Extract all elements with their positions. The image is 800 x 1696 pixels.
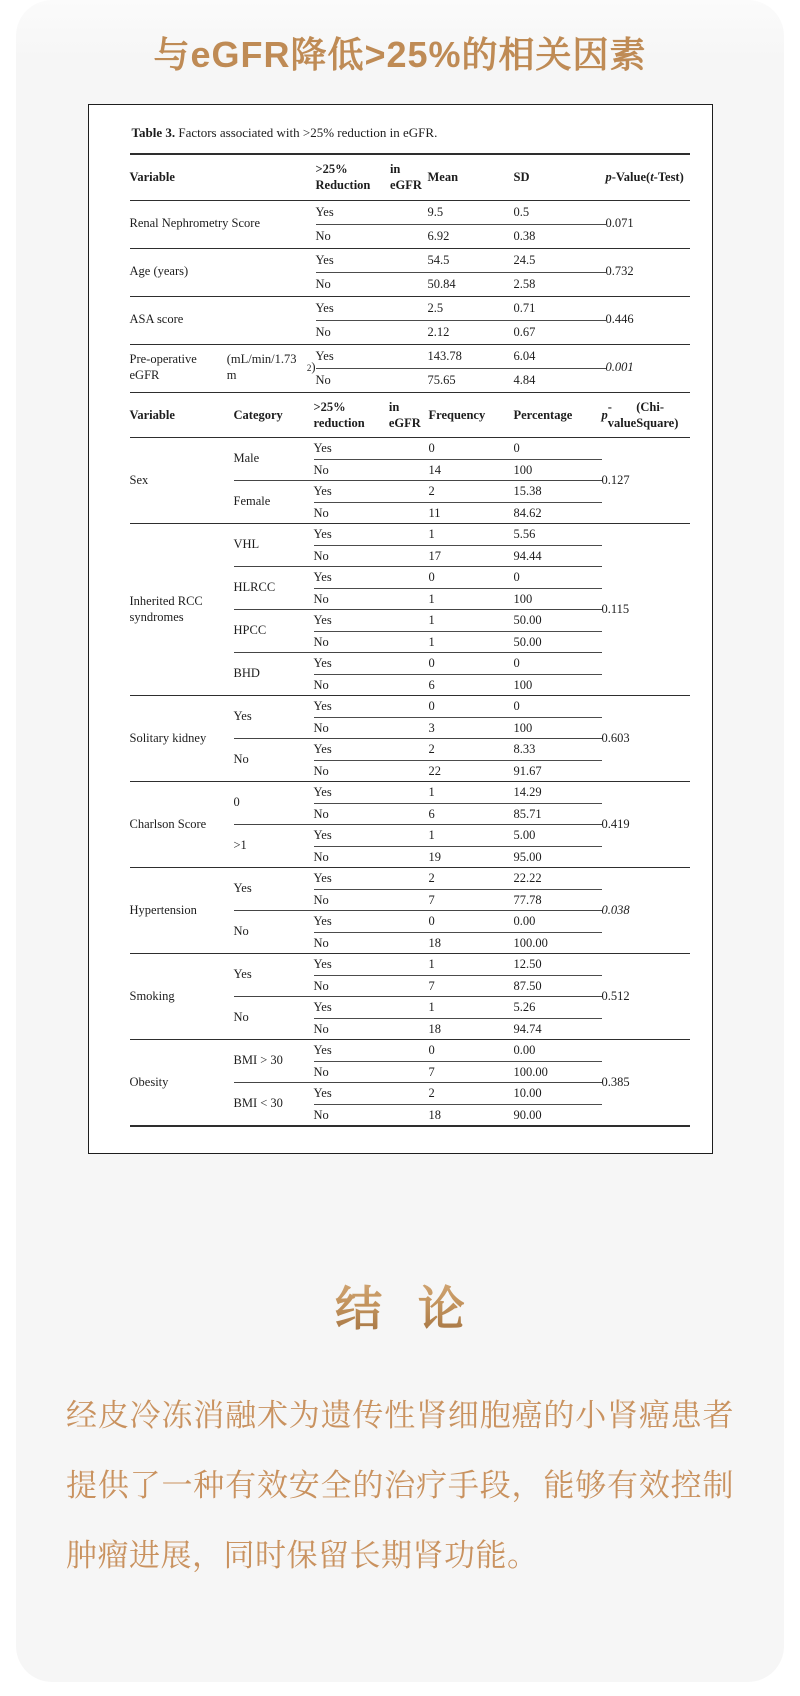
percentage-cell: 84.62 — [514, 503, 602, 525]
percentage-cell: 85.71 — [514, 804, 602, 826]
p-value-cell: 0.001 — [605, 360, 634, 375]
frequency-cell: 0 — [429, 1040, 514, 1062]
frequency-cell: 0 — [429, 696, 514, 718]
percentage-cell: 0.00 — [514, 911, 602, 933]
reduction-cell: No — [314, 890, 429, 912]
column-header: Variable — [130, 155, 316, 201]
reduction-cell: Yes — [314, 739, 429, 761]
frequency-cell: 1 — [429, 632, 514, 654]
frequency-cell: 7 — [429, 1062, 514, 1084]
frequency-cell: 22 — [429, 761, 514, 783]
table-caption-label: Table 3. — [131, 125, 176, 140]
reduction-cell: Yes — [314, 481, 429, 503]
reduction-cell: No — [314, 460, 429, 482]
column-header: Variable — [130, 392, 234, 439]
category-cell: BHD — [234, 653, 314, 696]
reduction-cell: No — [314, 1019, 429, 1041]
percentage-cell: 100 — [514, 460, 602, 482]
mean-cell: 50.84 — [428, 273, 514, 297]
reduction-cell: Yes — [314, 997, 429, 1019]
sd-cell: 4.84 — [513, 372, 536, 387]
variable-cell: Obesity — [129, 1074, 169, 1089]
variable-cell: Smoking — [130, 954, 234, 1040]
category-cell: Yes — [234, 868, 314, 911]
category-cell: Female — [234, 481, 314, 524]
reduction-cell: No — [314, 546, 429, 568]
frequency-cell: 7 — [429, 890, 514, 912]
sd-cell: 0.38 — [514, 225, 606, 249]
frequency-cell: 2 — [429, 481, 514, 503]
frequency-cell: 0 — [429, 911, 514, 933]
reduction-cell: Yes — [314, 954, 429, 976]
category-cell: BMI > 30 — [234, 1040, 314, 1083]
category-cell: Yes — [234, 696, 314, 739]
reduction-cell: Yes — [314, 438, 429, 460]
frequency-cell: 18 — [429, 933, 514, 955]
reduction-cell: No — [316, 321, 428, 345]
category-cell: No — [234, 997, 314, 1040]
conclusion-paragraph: 经皮冷冻消融术为遗传性肾细胞癌的小肾癌患者提供了一种有效安全的治疗手段，能够有效控制肿瘤进展，同时保留长期肾功能。 — [66, 1398, 734, 1573]
variable-cell: Renal Nephrometry Score — [130, 201, 316, 249]
p-value-cell: 0.115 — [602, 524, 690, 696]
ttest-table — [130, 153, 690, 392]
reduction-cell: No — [314, 675, 429, 697]
frequency-cell: 0 — [429, 438, 514, 460]
table-caption-text: Factors associated with >25% reduction in eGFR. — [175, 125, 438, 140]
percentage-cell: 0 — [514, 567, 602, 589]
column-header: Category — [234, 392, 314, 439]
variable-cell: Sex — [130, 438, 234, 524]
percentage-cell: 8.33 — [514, 739, 602, 761]
page-panel — [16, 0, 784, 1682]
percentage-cell: 100.00 — [514, 1062, 602, 1084]
frequency-cell: 6 — [429, 675, 514, 697]
page-title: 与eGFR降低>25%的相关因素 — [153, 34, 647, 75]
percentage-cell: 100.00 — [514, 933, 602, 955]
reduction-cell: No — [314, 589, 429, 611]
sd-cell: 0.67 — [514, 321, 606, 345]
reduction-cell: Yes — [314, 1040, 429, 1062]
column-header: SD — [514, 155, 606, 201]
reduction-cell: Yes — [314, 868, 429, 890]
reduction-cell: Yes — [316, 201, 428, 225]
percentage-cell: 94.74 — [514, 1019, 602, 1041]
sd-cell: 2.58 — [514, 273, 606, 297]
percentage-cell: 87.50 — [514, 976, 602, 998]
reduction-cell: No — [314, 632, 429, 654]
frequency-cell: 17 — [429, 546, 514, 568]
column-header: p -Value ( t -Test) — [606, 155, 690, 201]
variable-cell: Pre-operative eGFR (mL/min/1.73 m 2 ) — [129, 352, 316, 382]
frequency-cell: 1 — [429, 997, 514, 1019]
percentage-cell: 5.56 — [514, 524, 602, 546]
category-cell: Male — [234, 438, 314, 481]
percentage-cell: 100 — [514, 589, 602, 611]
reduction-cell: Yes — [314, 825, 429, 847]
reduction-cell: Yes — [314, 567, 429, 589]
percentage-cell: 100 — [514, 718, 602, 740]
frequency-cell: 3 — [429, 718, 514, 740]
chisq-table — [130, 392, 690, 1128]
p-value-cell: 0.603 — [602, 696, 690, 782]
frequency-cell: 2 — [429, 739, 514, 761]
frequency-cell: 6 — [429, 804, 514, 826]
reduction-cell: No — [313, 1107, 329, 1122]
mean-cell: 2.12 — [428, 321, 514, 345]
frequency-cell: 1 — [429, 782, 514, 804]
reduction-cell: Yes — [316, 297, 428, 321]
variable-cell: Hypertension — [130, 868, 234, 954]
table-card — [88, 104, 713, 1154]
p-value-cell: 0.127 — [602, 438, 690, 524]
percentage-cell: 5.26 — [514, 997, 602, 1019]
frequency-cell: 2 — [429, 868, 514, 890]
reduction-cell: No — [315, 372, 331, 387]
frequency-cell: 19 — [429, 847, 514, 869]
p-value-cell: 0.446 — [606, 297, 690, 345]
column-header: p -value (Chi-Square) — [602, 392, 690, 439]
column-header: Mean — [428, 155, 514, 201]
percentage-cell: 22.22 — [514, 868, 602, 890]
mean-cell: 9.5 — [428, 201, 514, 225]
reduction-cell: No — [314, 718, 429, 740]
frequency-cell: 1 — [429, 954, 514, 976]
percentage-cell: 0 — [514, 438, 602, 460]
frequency-cell: 0 — [429, 567, 514, 589]
percentage-cell: 10.00 — [514, 1083, 602, 1105]
reduction-cell: Yes — [314, 1083, 429, 1105]
variable-cell: Age (years) — [130, 249, 316, 297]
variable-cell: Solitary kidney — [130, 696, 234, 782]
sd-cell: 24.5 — [514, 249, 606, 273]
percentage-cell: 77.78 — [514, 890, 602, 912]
frequency-cell: 1 — [429, 825, 514, 847]
reduction-cell: No — [314, 503, 429, 525]
mean-cell: 2.5 — [428, 297, 514, 321]
reduction-cell: Yes — [314, 610, 429, 632]
frequency-cell: 14 — [429, 460, 514, 482]
percentage-cell: 15.38 — [514, 481, 602, 503]
frequency-cell: 18 — [429, 1019, 514, 1041]
frequency-cell: 18 — [428, 1107, 441, 1122]
frequency-cell: 1 — [429, 589, 514, 611]
reduction-cell: Yes — [314, 696, 429, 718]
frequency-cell: 1 — [429, 524, 514, 546]
variable-cell: Inherited RCC syndromes — [130, 524, 234, 696]
category-cell: 0 — [234, 782, 314, 825]
p-value-cell: 0.512 — [602, 954, 690, 1040]
percentage-cell: 91.67 — [514, 761, 602, 783]
frequency-cell: 0 — [429, 653, 514, 675]
percentage-cell: 5.00 — [514, 825, 602, 847]
frequency-cell: 1 — [429, 610, 514, 632]
p-value-cell: 0.038 — [602, 868, 690, 954]
variable-cell: ASA score — [130, 297, 316, 345]
reduction-cell: No — [314, 847, 429, 869]
p-value-cell: 0.419 — [602, 782, 690, 868]
percentage-cell: 12.50 — [514, 954, 602, 976]
percentage-cell: 0.00 — [514, 1040, 602, 1062]
variable-cell: Charlson Score — [130, 782, 234, 868]
mean-cell: 143.78 — [428, 345, 514, 369]
frequency-cell: 11 — [429, 503, 514, 525]
mean-cell: 6.92 — [428, 225, 514, 249]
reduction-cell: No — [314, 976, 429, 998]
percentage-cell: 0 — [514, 696, 602, 718]
reduction-cell: No — [316, 273, 428, 297]
reduction-cell: Yes — [314, 524, 429, 546]
category-cell: Yes — [234, 954, 314, 997]
reduction-cell: No — [314, 804, 429, 826]
conclusion-heading: 结 论 — [16, 1272, 784, 1339]
reduction-cell: No — [314, 761, 429, 783]
sd-cell: 6.04 — [514, 345, 606, 369]
category-cell: VHL — [234, 524, 314, 567]
category-cell: BMI < 30 — [233, 1096, 283, 1111]
column-header: >25% Reduction in eGFR — [316, 155, 428, 201]
reduction-cell: Yes — [314, 911, 429, 933]
mean-cell: 54.5 — [428, 249, 514, 273]
percentage-cell: 50.00 — [514, 632, 602, 654]
mean-cell: 75.65 — [427, 372, 456, 387]
reduction-cell: No — [314, 933, 429, 955]
p-value-cell: 0.732 — [606, 249, 690, 297]
reduction-cell: Yes — [316, 249, 428, 273]
column-header: >25% reduction in eGFR — [314, 392, 429, 439]
category-cell: No — [234, 739, 314, 782]
sd-cell: 0.5 — [514, 201, 606, 225]
reduction-cell: Yes — [316, 345, 428, 369]
column-header: Frequency — [429, 392, 514, 439]
percentage-cell: 100 — [514, 675, 602, 697]
percentage-cell: 95.00 — [514, 847, 602, 869]
category-cell: No — [234, 911, 314, 954]
percentage-cell: 50.00 — [514, 610, 602, 632]
category-cell: HPCC — [234, 610, 314, 653]
reduction-cell: No — [316, 225, 428, 249]
reduction-cell: Yes — [314, 782, 429, 804]
category-cell: HLRCC — [234, 567, 314, 610]
percentage-cell: 14.29 — [514, 782, 602, 804]
p-value-cell: 0.071 — [606, 201, 690, 249]
reduction-cell: Yes — [314, 653, 429, 675]
percentage-cell: 90.00 — [513, 1107, 542, 1122]
reduction-cell: No — [314, 1062, 429, 1084]
category-cell: >1 — [234, 825, 314, 868]
sd-cell: 0.71 — [514, 297, 606, 321]
frequency-cell: 2 — [429, 1083, 514, 1105]
table-caption — [132, 125, 712, 141]
percentage-cell: 94.44 — [514, 546, 602, 568]
p-value-cell: 0.385 — [601, 1074, 630, 1089]
frequency-cell: 7 — [429, 976, 514, 998]
percentage-cell: 0 — [514, 653, 602, 675]
column-header: Percentage — [514, 392, 602, 439]
